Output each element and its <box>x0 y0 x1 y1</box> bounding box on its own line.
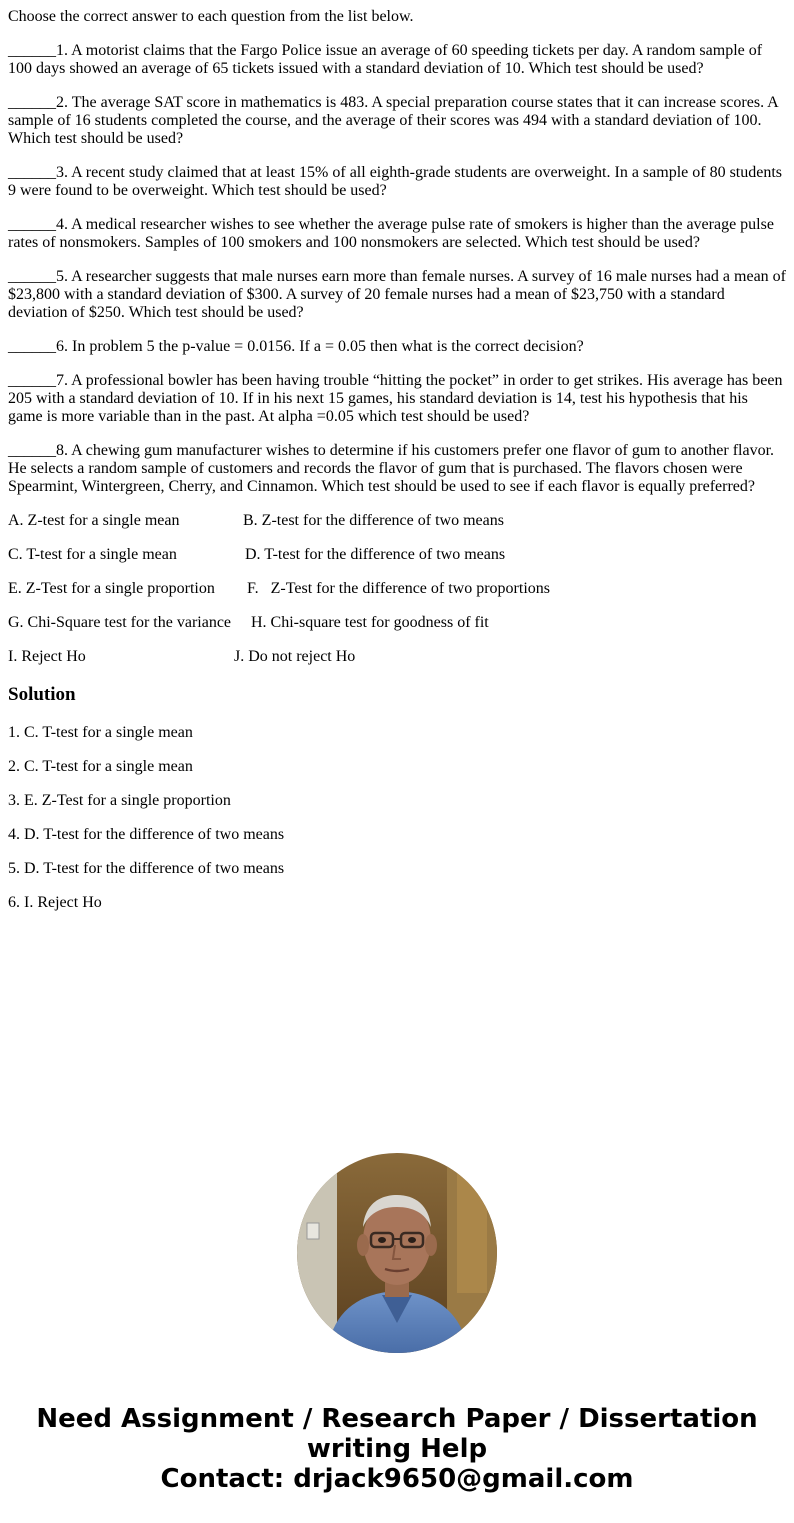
solution-item: 4. D. T-test for the difference of two means <box>8 826 285 843</box>
solution-item: 5. D. T-test for the difference of two means <box>8 860 285 877</box>
option-row-gh <box>8 614 786 632</box>
footer-contact: Contact: drjack9650@gmail.com <box>160 1464 634 1494</box>
question-text: 6. In problem 5 the p-value = 0.0156. If a = 0.05 then what is the correct decision? <box>56 338 584 355</box>
option-row-ab <box>8 512 786 530</box>
question-text: 1. A motorist claims that the Fargo Police issue an average of 60 speeding tickets per day. A random sample of 100 days showed an average of 65 tickets issued with a standard deviation of 10. Which test should be used? <box>8 42 763 77</box>
option-row-ij <box>8 648 786 666</box>
solution-item: 6. I. Reject Ho <box>8 894 102 911</box>
option-c: C. T-test for a single mean <box>8 546 177 563</box>
footer-line-2: writing Help <box>306 1434 488 1464</box>
option-i: I. Reject Ho <box>8 648 86 665</box>
question-text: 4. A medical researcher wishes to see whether the average pulse rate of smokers is higher than the average pulse rates of nonsmokers. Samples of 100 smokers and 100 nonsmokers are selected. Which test should be used? <box>8 216 774 251</box>
solution-item: 1. C. T-test for a single mean <box>8 724 193 741</box>
solution-heading: Solution <box>8 684 76 705</box>
question-3 <box>8 164 786 200</box>
option-d: D. T-test for the difference of two means <box>245 546 506 563</box>
question-text: 7. A professional bowler has been having trouble “hitting the pocket” in order to get strikes. His average has been 205 with a standard deviation of 10. If in his next 15 games, his standard deviation is 14, test his hypothesis that his game is more variable than in the past. At alpha =0.05 which test should be used? <box>8 372 783 425</box>
answer-blank: ______ <box>8 216 56 233</box>
question-8 <box>8 442 786 496</box>
question-5 <box>8 268 786 322</box>
option-g: G. Chi-Square test for the variance <box>8 614 232 631</box>
option-b: B. Z-test for the difference of two means <box>243 512 504 529</box>
question-2 <box>8 94 786 148</box>
question-text: 5. A researcher suggests that male nurses earn more than female nurses. A survey of 16 male nurses had a mean of $23,800 with a standard deviation of $300. A survey of 20 female nurses had a mean of $23,750 with a standard deviation of $250. Which test should be used? <box>8 268 786 321</box>
question-text: 3. A recent study claimed that at least 15% of all eighth-grade students are overweight. In a sample of 80 students 9 were found to be overweight. Which test should be used? <box>8 164 783 199</box>
option-j: J. Do not reject Ho <box>234 648 356 665</box>
answer-blank: ______ <box>8 42 56 59</box>
question-7 <box>8 372 786 426</box>
question-text: 2. The average SAT score in mathematics is 483. A special preparation course states that it can increase scores. A sample of 16 students completed the course, and the average of their scores was 494 with a standard deviation of 100. Which test should be used? <box>8 94 778 147</box>
author-avatar <box>297 1153 497 1353</box>
answer-blank: ______ <box>8 372 56 389</box>
option-h: H. Chi-square test for goodness of fit <box>251 614 489 631</box>
answer-blank: ______ <box>8 94 56 111</box>
intro-text: Choose the correct answer to each question from the list below. <box>8 8 414 25</box>
question-1 <box>8 42 786 78</box>
question-text: 8. A chewing gum manufacturer wishes to determine if his customers prefer one flavor of gum to another flavor. He selects a random sample of customers and records the flavor of gum that is purchased. The flavors chosen were Spearmint, Wintergreen, Cherry, and Cinnamon. Which test should be used to see if each flavor is equally preferred? <box>8 442 775 495</box>
option-row-cd <box>8 546 786 564</box>
answer-blank: ______ <box>8 164 56 181</box>
option-row-ef <box>8 580 786 598</box>
option-a: A. Z-test for a single mean <box>8 512 180 529</box>
footer-line-1: Need Assignment / Research Paper / Dissertation <box>36 1404 758 1434</box>
question-6 <box>8 338 786 356</box>
answer-blank: ______ <box>8 442 56 459</box>
answer-blank: ______ <box>8 268 56 285</box>
author-photo <box>297 1153 497 1353</box>
solution-item: 3. E. Z-Test for a single proportion <box>8 792 231 809</box>
answer-blank: ______ <box>8 338 56 355</box>
question-4 <box>8 216 786 252</box>
option-e: E. Z-Test for a single proportion <box>8 580 215 597</box>
option-f: F. Z-Test for the difference of two proportions <box>247 580 550 597</box>
footer-banner <box>0 1404 794 1494</box>
solution-item: 2. C. T-test for a single mean <box>8 758 193 775</box>
